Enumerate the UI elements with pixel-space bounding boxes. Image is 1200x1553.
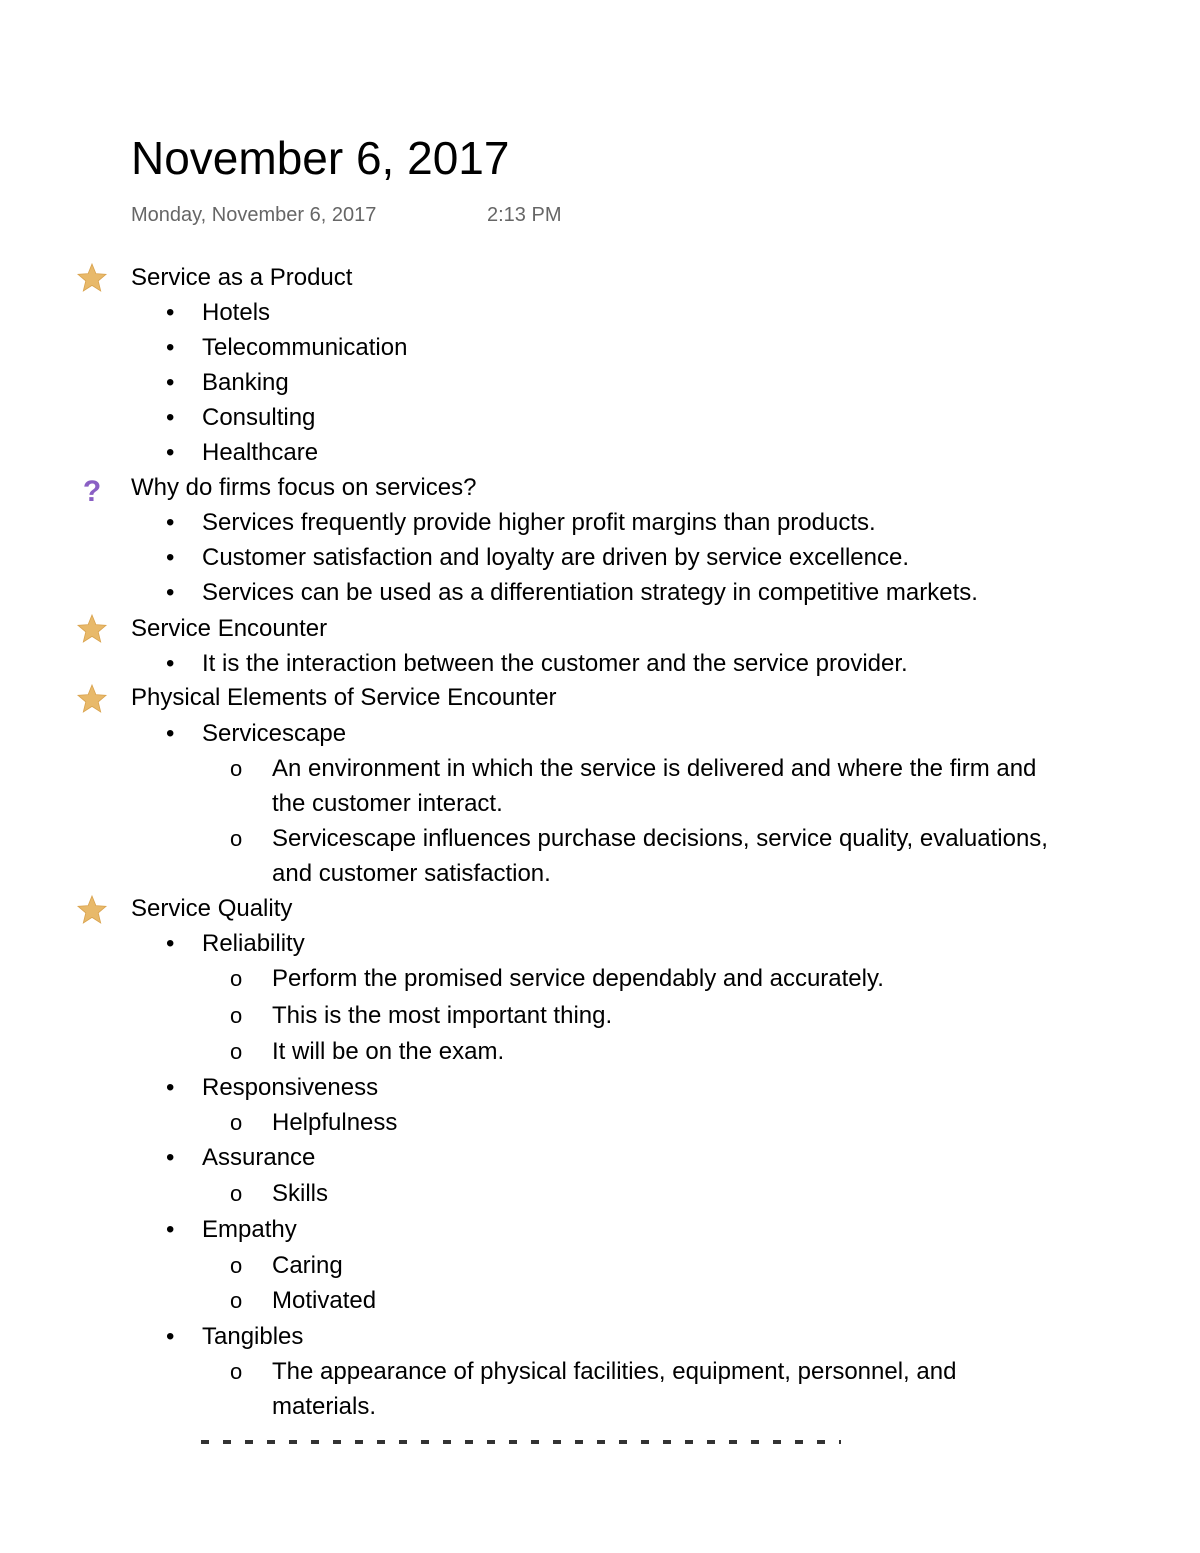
bullet-icon: • (166, 930, 175, 957)
list-item: Empathy (202, 1216, 297, 1243)
section-heading: Service as a Product (131, 264, 353, 291)
list-item: Assurance (202, 1144, 316, 1171)
question-icon (76, 474, 108, 506)
list-item: Hotels (202, 299, 271, 326)
list-item: Services frequently provide higher profit margins than products. (202, 509, 876, 536)
sub-item: Skills (272, 1180, 329, 1207)
page-title: November 6, 2017 (131, 132, 510, 184)
bullet-icon: • (166, 1216, 175, 1243)
circle-bullet-icon: o (230, 1253, 243, 1278)
sub-item: Helpfulness (272, 1109, 398, 1136)
circle-bullet-icon: o (230, 1288, 243, 1313)
circle-bullet-icon: o (230, 1181, 243, 1206)
circle-bullet-icon: o (230, 826, 243, 851)
star-icon (76, 613, 108, 645)
list-item: Consulting (202, 404, 316, 431)
circle-bullet-icon: o (230, 1359, 243, 1384)
star-icon (76, 894, 108, 926)
list-item: Customer satisfaction and loyalty are driven by service excellence. (202, 544, 909, 571)
list-item: Telecommunication (202, 334, 408, 361)
sub-item: It will be on the exam. (272, 1038, 505, 1065)
clipped-text-line (131, 1436, 1031, 1444)
sub-item: Servicescape influences purchase decisions, service quality, evaluations, (272, 825, 1048, 852)
section-heading: Service Encounter (131, 615, 328, 642)
bullet-icon: • (166, 1074, 175, 1101)
bullet-icon: • (166, 650, 175, 677)
bullet-icon: • (166, 509, 175, 536)
sub-item-continuation: and customer satisfaction. (272, 860, 551, 887)
bullet-icon: • (166, 1144, 175, 1171)
sub-item-continuation: materials. (272, 1393, 377, 1420)
circle-bullet-icon: o (230, 1110, 243, 1135)
bullet-icon: • (166, 720, 175, 747)
sub-item: An environment in which the service is delivered and where the firm and (272, 755, 1037, 782)
bullet-icon: • (166, 579, 175, 606)
sub-item: The appearance of physical facilities, equipment, personnel, and (272, 1358, 957, 1385)
bullet-icon: • (166, 369, 175, 396)
sub-item: This is the most important thing. (272, 1002, 613, 1029)
section-heading: Why do firms focus on services? (131, 474, 477, 501)
sub-item: Motivated (272, 1287, 377, 1314)
bullet-icon: • (166, 1323, 175, 1350)
list-item: Services can be used as a differentiation strategy in competitive markets. (202, 579, 978, 606)
bullet-icon: • (166, 299, 175, 326)
bullet-icon: • (166, 439, 175, 466)
svg-text:?: ? (82, 475, 102, 506)
circle-bullet-icon: o (230, 1039, 243, 1064)
list-item: Responsiveness (202, 1074, 379, 1101)
section-heading: Service Quality (131, 895, 293, 922)
sub-item-continuation: the customer interact. (272, 790, 503, 817)
list-item: Healthcare (202, 439, 319, 466)
note-time: 2:13 PM (487, 204, 562, 226)
sub-item: Perform the promised service dependably and accurately. (272, 965, 884, 992)
circle-bullet-icon: o (230, 966, 243, 991)
list-item: It is the interaction between the customer and the service provider. (202, 650, 908, 677)
star-icon (76, 262, 108, 294)
circle-bullet-icon: o (230, 1003, 243, 1028)
list-item: Servicescape (202, 720, 347, 747)
section-heading: Physical Elements of Service Encounter (131, 684, 557, 711)
circle-bullet-icon: o (230, 756, 243, 781)
list-item: Banking (202, 369, 289, 396)
bullet-icon: • (166, 334, 175, 361)
sub-item: Caring (272, 1252, 343, 1279)
star-icon (76, 683, 108, 715)
bullet-icon: • (166, 404, 175, 431)
list-item: Tangibles (202, 1323, 304, 1350)
note-date: Monday, November 6, 2017 (131, 204, 377, 226)
bullet-icon: • (166, 544, 175, 571)
list-item: Reliability (202, 930, 305, 957)
